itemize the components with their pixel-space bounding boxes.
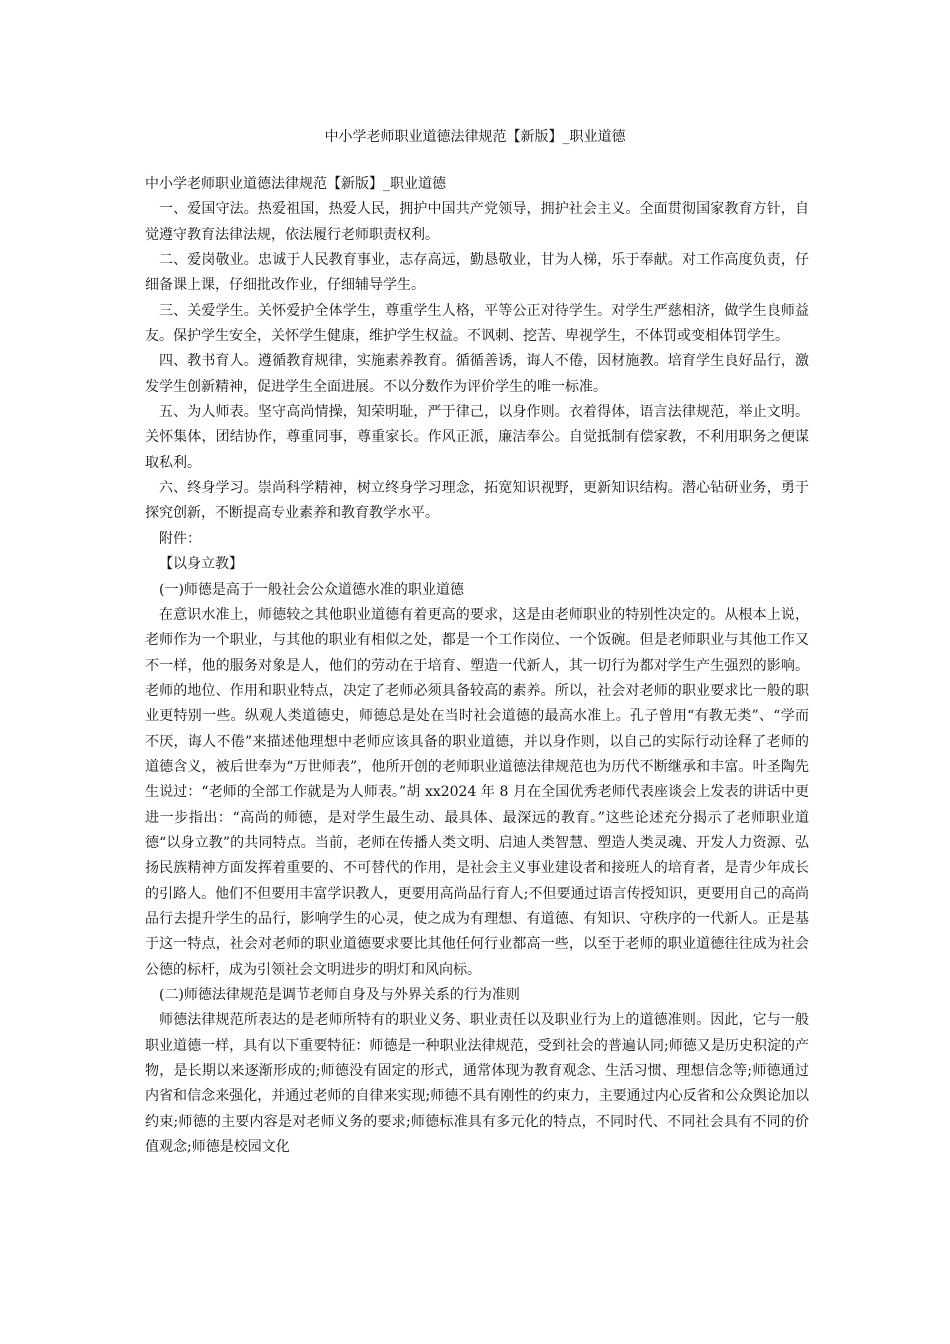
- paragraph-dedication: 二、爱岗敬业。忠诚于人民教育事业，志存高远，勤恳敬业，甘为人梯，乐于奉献。对工作高度负责，仔细备课上课，仔细批改作业，仔细辅导学生。: [145, 252, 809, 294]
- paragraph-care-students: 三、关爱学生。关怀爱护全体学生，尊重学生人格，平等公正对待学生。对学生严慈相济，做学生良师益友。保护学生安全，关怀学生健康，维护学生权益。不讽刺、挖苦、卑视学生，不体罚或变相体罚学生。: [145, 302, 809, 345]
- paragraph-role-model: 五、为人师表。坚守高尚情操，知荣明耻，严于律己，以身作则。衣着得体，语言法律规范，举止文明。关怀集体，团结协作，尊重同事，尊重家长。作风正派，廉洁奉公。自觉抵制有偿家教，不利用职务之便谋取私利。: [145, 404, 809, 471]
- paragraph-ethics-standard: 在意识水准上，师德较之其他职业道德有着更高的要求，这是由老师职业的特别性决定的。从根本上说，老师作为一个职业，与其他的职业有相似之处，都是一个工作岗位、一个饭碗。但是老师职业与其他工作又不一样，他的服务对象是人，他们的劳动在于培育、塑造一代新人，其一切行为都对学生产生强烈的影响。老师的地位、作用和职业特点，决定了老师必须具备较高的素养。所以，社会对老师的职业要求比一般的职业更特别一些。纵观人类道德史，师德总是处在当时社会道德的最高水准上。孔子曾用“有教无类”、“学而不厌，诲人不倦”来描述他理想中老师应该具备的职业道德，并以身作则，以自己的实际行动诠释了老师的道德含义，被后世奉为“万世师表”，他所开创的老师职业道德法律规范也为历代不断继承和丰富。叶圣陶先生说过：“老师的全部工作就是为人师表。”胡 xx2024 年 8 月在全国优秀老师代表座谈会上发表的讲话中更进一步指出：“高尚的师德，是对学生最生动、最具体、最深远的教育。”这些论述充分揭示了老师职业道德“以身立教”的共同特点。当前，老师在传播人类文明、启迪人类智慧、塑造人类灵魂、开发人力资源、弘扬民族精神方面发挥着重要的、不可替代的作用，是社会主义事业建设者和接班人的培育者，是青少年成长的引路人。他们不但要用丰富学识教人，更要用高尚品行育人;不但要通过语言传授知识，更要用自己的高尚品行去提升学生的品行，影响学生的心灵，使之成为有理想、有道德、有知识、守秩序的一代新人。正是基于这一特点，社会对老师的职业道德要求要比其他任何行业都高一些，以至于老师的职业道德往往成为社会公德的标杆，成为引领社会文明进步的明灯和风向标。: [145, 606, 809, 978]
- paragraph-patriotism: 一、爱国守法。热爱祖国，热爱人民，拥护中国共产党领导，拥护社会主义。全面贯彻国家教育方针，自觉遵守教育法律法规，依法履行老师职责权利。: [145, 201, 809, 243]
- paragraph-lifelong-learning: 六、终身学习。崇尚科学精神，树立终身学习理念，拓宽知识视野，更新知识结构。潜心钻研业务，勇于探究创新，不断提高专业素养和教育教学水平。: [145, 480, 809, 522]
- subtitle-paragraph: 中小学老师职业道德法律规范【新版】_职业道德: [145, 176, 446, 192]
- paragraph-teaching: 四、教书育人。遵循教育规律，实施素养教育。循循善诱，诲人不倦，因材施教。培育学生良好品行，激发学生创新精神，促进学生全面进展。不以分数作为评价学生的唯一标准。: [145, 353, 809, 395]
- appendix-label: 附件：: [159, 530, 201, 547]
- document-body: [145, 172, 809, 1160]
- paragraph-code-of-conduct: 师德法律规范所表达的是老师所特有的职业义务、职业责任以及职业行为上的道德准则。因此，它与一般职业道德一样，具有以下重要特征：师德是一种职业法律规范，受到社会的普遍认同;师德又是历史积淀的产物，是长期以来逐渐形成的;师德没有固定的形式，通常体现为教育观念、生活习惯、理想信念等;师德通过内省和信念来强化，并通过老师的自律来实现;师德不具有刚性的约束力，主要通过内心反省和公众舆论加以约束;师德的主要内容是对老师义务的要求;师德标准具有多元化的特点，不同时代、不同社会具有不同的价值观念;师德是校园文化: [145, 1012, 809, 1156]
- subsection-heading-1: (一)师德是高于一般社会公众道德水准的职业道德: [159, 581, 464, 598]
- document-title: 中小学老师职业道德法律规范【新版】_职业道德: [324, 129, 626, 145]
- section-heading: 【以身立教】: [159, 556, 243, 573]
- subsection-heading-2: (二)师德法律规范是调节老师自身及与外界关系的行为准则: [159, 987, 520, 1003]
